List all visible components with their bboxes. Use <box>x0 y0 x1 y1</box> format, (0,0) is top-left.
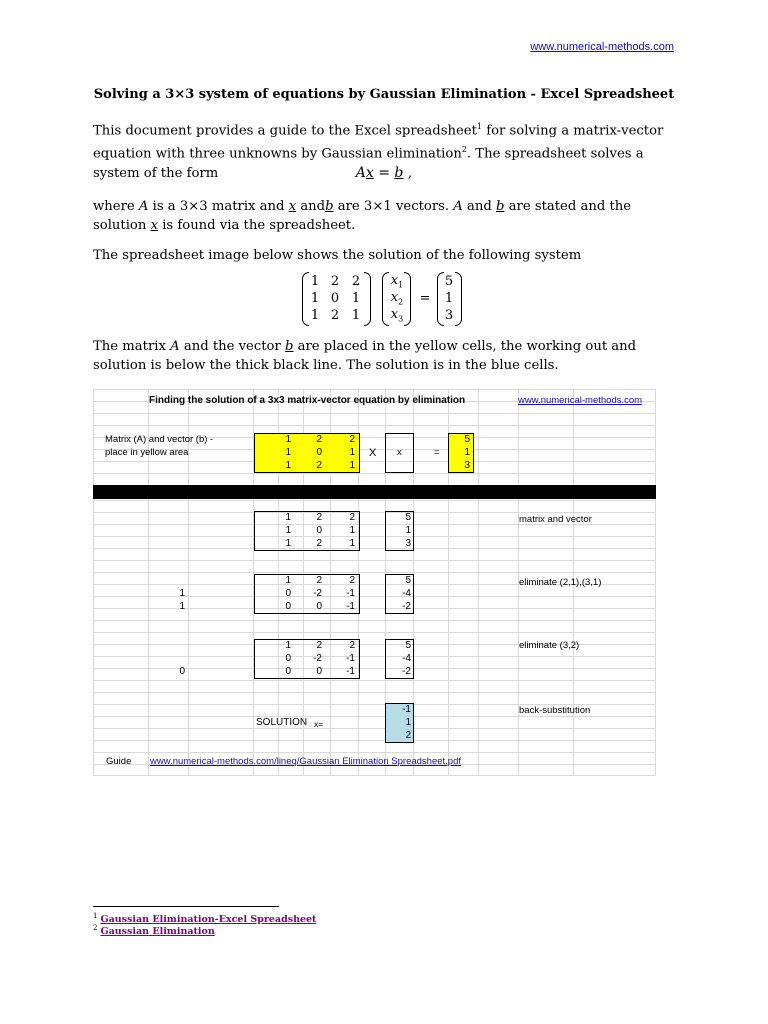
intro-text-a: This document provides a guide to the Excel spreadsheet <box>93 123 477 139</box>
stage2-vector-cell: -4 <box>402 588 411 599</box>
stage1-matrix-cell: 0 <box>316 525 322 536</box>
matrix-cell: 2 <box>330 308 340 323</box>
stage1-vector-cell: 3 <box>405 538 411 549</box>
stage3-matrix-cell: 0 <box>285 653 291 664</box>
stage3-matrix-cell: 0 <box>316 666 322 677</box>
stage2-matrix-cell: 1 <box>285 575 291 586</box>
matrix-cell: 1 <box>310 291 320 306</box>
solution-cell: 1 <box>405 717 411 728</box>
intro-text-b: for solving a matrix-vector equation with three unknowns by Gaussian elimination <box>93 123 664 162</box>
stage1-matrix-cell: 2 <box>316 538 322 549</box>
spreadsheet-image <box>93 389 656 776</box>
intro-text-c: . The spreadsheet solves a system of the form <box>93 146 644 181</box>
stage2-vector-cell: -2 <box>402 601 411 612</box>
xvec-right-paren <box>404 272 411 326</box>
equation-ax-b <box>0 165 768 181</box>
def-b2: b <box>496 199 505 214</box>
input-matrix-cell[interactable]: 1 <box>349 460 355 471</box>
x-symbol: x <box>397 447 402 458</box>
page-title: Solving a 3×3 system of equations by Gaussian Elimination - Excel Spreadsheet <box>93 87 675 102</box>
matrix-cell: 2 <box>330 274 340 289</box>
footnote-2-num: 2 <box>93 924 98 932</box>
stage3-vector-cell: 5 <box>405 640 411 651</box>
eq-comma: , <box>403 165 413 181</box>
stage3-matrix-cell: 2 <box>349 640 355 651</box>
stage1-vector-cell: 5 <box>405 512 411 523</box>
stage3-label: eliminate (3,2) <box>519 640 580 651</box>
footnote-2-link[interactable]: Gaussian Elimination <box>100 926 215 938</box>
stage3-vector-cell: -4 <box>402 653 411 664</box>
def-A2: A <box>453 199 463 214</box>
sheet-title: Finding the solution of a 3x3 matrix-vector equation by elimination <box>149 395 466 406</box>
footnote-1-num: 1 <box>93 912 98 920</box>
stage2-matrix-cell: -2 <box>313 588 322 599</box>
input-label-line1: Matrix (A) and vector (b) - <box>105 434 214 445</box>
matrix-cell: 1 <box>351 308 361 323</box>
thick-black-divider <box>93 485 656 499</box>
system-intro-paragraph: The spreadsheet image below shows the solution of the following system <box>93 248 582 263</box>
stage3-matrix-cell: 1 <box>285 640 291 651</box>
stage1-matrix-cell: 1 <box>349 525 355 536</box>
input-matrix-cell[interactable]: 0 <box>316 447 322 458</box>
stage2-matrix-cell: 0 <box>285 601 291 612</box>
bvec-right-paren <box>455 272 462 326</box>
stage1-matrix-cell: 2 <box>349 512 355 523</box>
input-b-cell[interactable]: 3 <box>464 460 470 471</box>
def-text-g: is found via the spreadsheet. <box>158 218 356 233</box>
def-text-c: and <box>296 199 326 214</box>
yc-text-a: The matrix <box>93 339 171 354</box>
eq-equals: = <box>373 165 395 181</box>
input-matrix-cell[interactable]: 2 <box>316 434 322 445</box>
stage3-matrix-cell: -2 <box>313 653 322 664</box>
def-text-f: are stated and the solution <box>93 199 632 233</box>
yc-b: b <box>285 339 294 354</box>
stage2-label: eliminate (2,1),(3,1) <box>519 577 602 588</box>
input-matrix-cell[interactable]: 1 <box>285 460 291 471</box>
stage3-matrix-cell: -1 <box>346 666 355 677</box>
stage3-matrix-cell: 0 <box>285 666 291 677</box>
stage2-matrix-cell: 0 <box>285 588 291 599</box>
stage3-matrix-cell: 2 <box>316 640 322 651</box>
def-b: b <box>325 199 334 214</box>
stage3-matrix-cell: -1 <box>346 653 355 664</box>
input-matrix-cell[interactable]: 2 <box>316 460 322 471</box>
guide-link[interactable]: www.numerical-methods.com/lineq/Gaussian Elimination Spreadsheet.pdf <box>150 756 462 767</box>
sheet-title-link[interactable]: www.numerical-methods.com <box>518 395 643 406</box>
header-site-link[interactable]: www.numerical-methods.com <box>530 41 674 53</box>
stage3-multiplier: 0 <box>179 666 185 677</box>
input-matrix-cell[interactable]: 1 <box>349 447 355 458</box>
def-x: x <box>288 199 297 214</box>
stage1-label: matrix and vector <box>519 514 592 525</box>
input-b-cell[interactable]: 1 <box>464 447 470 458</box>
def-A: A <box>138 199 149 214</box>
def-text-b: is a 3×3 matrix and <box>148 199 289 214</box>
def-text-d: are 3×1 vectors. <box>333 199 454 214</box>
footnote-rule <box>93 906 279 907</box>
stage2-matrix-cell: 2 <box>316 575 322 586</box>
stage3-vector-cell: -2 <box>402 666 411 677</box>
definition-paragraph <box>93 197 678 235</box>
eq-x: x <box>365 165 374 181</box>
equals-symbol: = <box>434 447 440 458</box>
xvec-cell: $x_1$ <box>390 273 404 290</box>
eq-b: b <box>394 165 404 181</box>
stage2-matrix-cell: -1 <box>346 601 355 612</box>
matrix-cell: 0 <box>330 291 340 306</box>
yellow-cells-paragraph <box>93 337 678 375</box>
matrix-cell: 1 <box>351 291 361 306</box>
def-text-a: where <box>93 199 139 214</box>
bvec-cell: 3 <box>444 308 454 323</box>
solution-label: SOLUTION <box>256 717 308 728</box>
stage2-multiplier: 1 <box>179 601 185 612</box>
stage1-vector-cell: 1 <box>405 525 411 536</box>
input-b-cell[interactable]: 5 <box>464 434 470 445</box>
matrix-cell: 1 <box>310 274 320 289</box>
matrix-right-paren <box>364 272 371 326</box>
guide-label: Guide <box>106 756 132 767</box>
xvec-cell: $x_3$ <box>390 307 404 324</box>
bvec-cell: 5 <box>444 274 454 289</box>
system-equals: = <box>419 291 431 306</box>
stage1-matrix-cell: 1 <box>285 512 291 523</box>
matrix-cell: 2 <box>351 274 361 289</box>
xvec-cell: $x_2$ <box>390 290 404 307</box>
footnote-1-link[interactable]: Gaussian Elimination-Excel Spreadsheet <box>100 914 317 926</box>
stage2-matrix-cell: -1 <box>346 588 355 599</box>
matrix-cell: 1 <box>310 308 320 323</box>
yc-text-b: and the vector <box>179 339 285 354</box>
footnote-ref-2[interactable]: 2 <box>461 145 467 155</box>
stage1-matrix-cell: 1 <box>285 525 291 536</box>
yc-text-c: are placed in the yellow cells, the working out and solution is below the thick black line. The solution is in the blue cells. <box>93 339 637 373</box>
def-text-e: and <box>462 199 497 214</box>
def-x2: x <box>150 218 158 233</box>
input-matrix-cell[interactable]: 1 <box>285 447 291 458</box>
stage1-matrix-cell: 2 <box>316 512 322 523</box>
stage1-matrix-cell: 1 <box>285 538 291 549</box>
solution-cell: -1 <box>402 704 411 715</box>
input-label-line2: place in yellow area <box>105 447 189 458</box>
solution-x-label: x= <box>314 719 324 729</box>
eq-A: A <box>355 165 366 181</box>
solution-note: back-substitution <box>519 705 591 716</box>
footnote-ref-1[interactable]: 1 <box>476 122 482 131</box>
stage2-matrix-cell: 0 <box>316 601 322 612</box>
input-matrix-cell[interactable]: 1 <box>285 434 291 445</box>
yc-A: A <box>170 339 180 354</box>
stage2-matrix-cell: 2 <box>349 575 355 586</box>
solution-cell: 2 <box>405 730 411 741</box>
stage2-multiplier: 1 <box>179 588 185 599</box>
times-symbol: X <box>369 447 377 459</box>
stage1-matrix-cell: 1 <box>349 538 355 549</box>
bvec-cell: 1 <box>444 291 454 306</box>
footnote-2 <box>93 924 215 937</box>
input-matrix-cell[interactable]: 2 <box>349 434 355 445</box>
stage2-vector-cell: 5 <box>405 575 411 586</box>
